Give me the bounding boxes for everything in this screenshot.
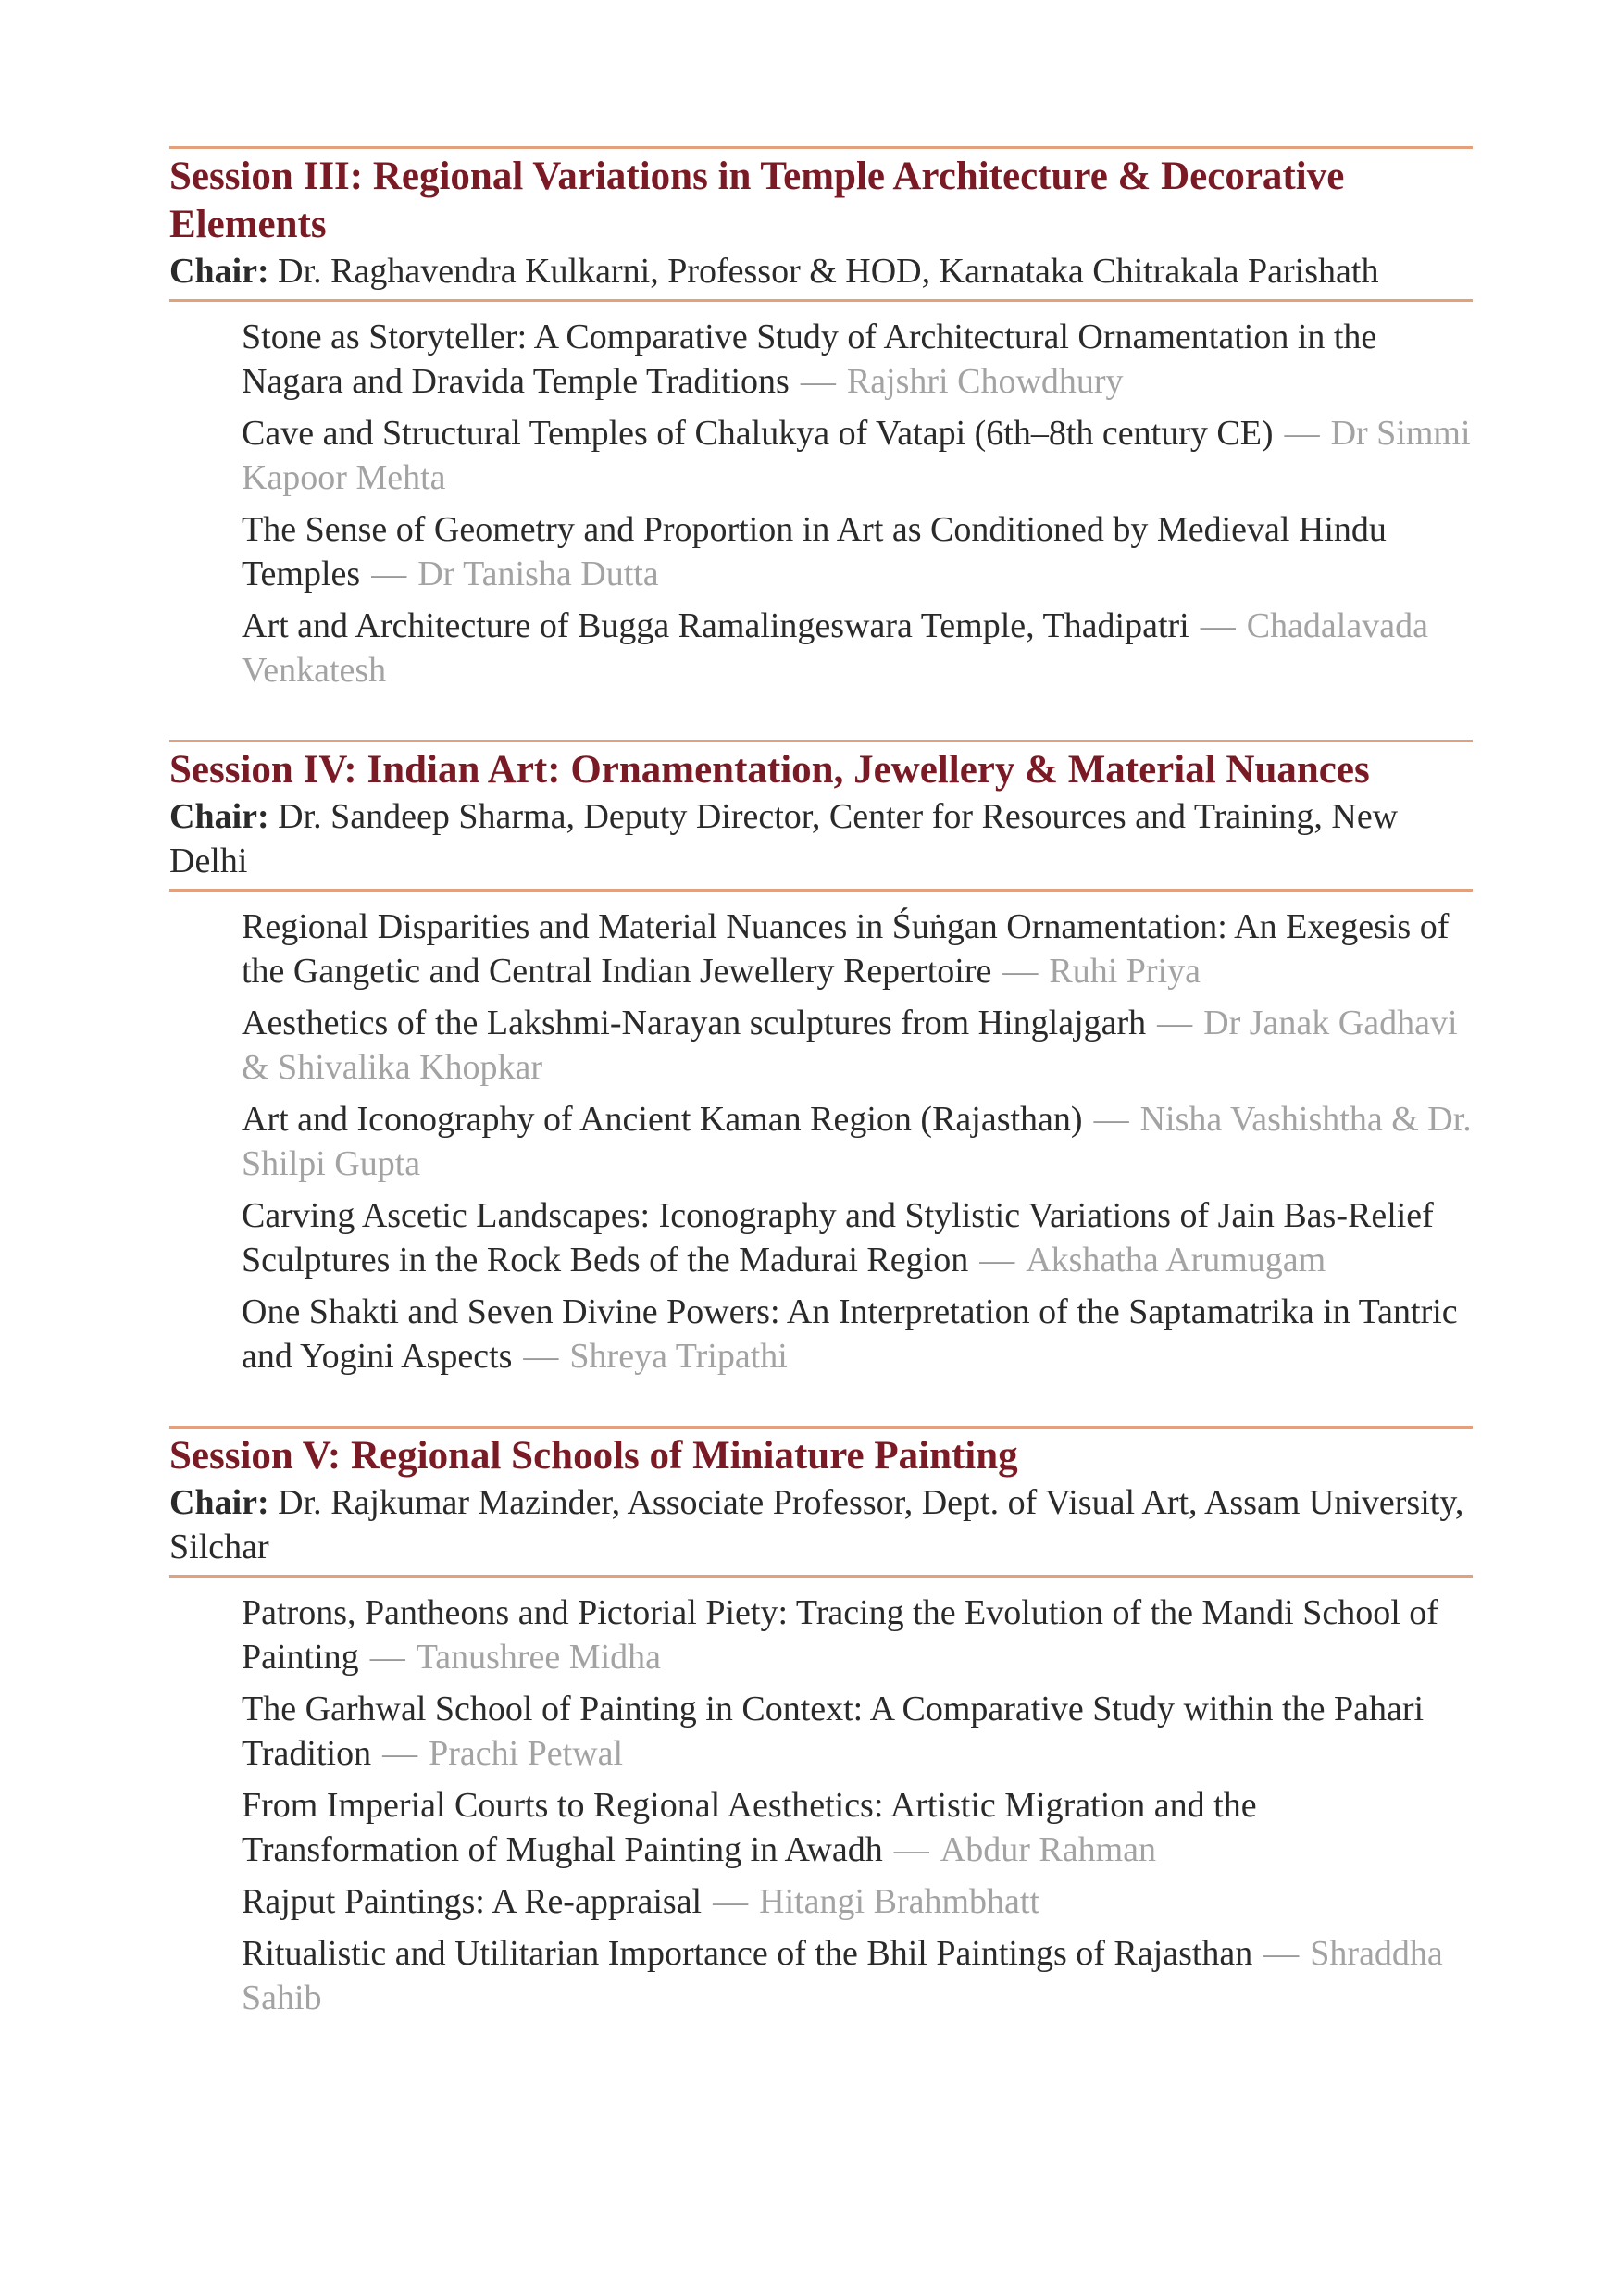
em-dash-separator: — <box>382 1734 418 1773</box>
paper-title: Art and Architecture of Bugga Ramalingeswara Temple, Thadipatri <box>242 606 1189 645</box>
paper-author: Ruhi Priya <box>1049 952 1201 991</box>
chair-label: Chair: <box>169 252 269 291</box>
paper-entry <box>242 1783 1473 1872</box>
em-dash-separator: — <box>893 1830 929 1869</box>
paper-author: Akshatha Arumugam <box>1026 1241 1326 1279</box>
paper-title: One Shakti and Seven Divine Powers: An Interpretation of the Saptamatrika in Tantric and Yogini Aspects <box>242 1292 1458 1376</box>
session-header <box>169 146 1473 302</box>
paper-author: Abdur Rahman <box>940 1830 1157 1869</box>
paper-author: Rajshri Chowdhury <box>846 362 1124 401</box>
chair-label: Chair: <box>169 1483 269 1522</box>
chair-name: Dr. Rajkumar Mazinder, Associate Professor, Dept. of Visual Art, Assam University, Silchar <box>169 1483 1464 1566</box>
paper-entry <box>242 1290 1473 1379</box>
session-iii <box>169 146 1473 693</box>
paper-entry <box>242 1193 1473 1282</box>
paper-author: Nisha Vashishtha & Dr. Shilpi Gupta <box>242 1100 1472 1183</box>
paper-author: Shreya Tripathi <box>569 1337 788 1376</box>
em-dash-separator: — <box>371 555 407 593</box>
session-chair <box>169 1480 1473 1569</box>
paper-author: Prachi Petwal <box>429 1734 624 1773</box>
paper-entry <box>242 1097 1473 1186</box>
em-dash-separator: — <box>979 1241 1015 1279</box>
paper-author: Dr Janak Gadhavi & Shivalika Khopkar <box>242 1004 1458 1087</box>
paper-list <box>169 1591 1473 2020</box>
paper-entry <box>242 1879 1473 1924</box>
paper-title: Regional Disparities and Material Nuances in Śuṅgan Ornamentation: An Exegesis of the Gangetic and Central Indian Jewellery Repertoire <box>242 907 1450 991</box>
session-title: Session IV: Indian Art: Ornamentation, Jewellery & Material Nuances <box>169 748 1370 792</box>
paper-title: Ritualistic and Utilitarian Importance of the Bhil Paintings of Rajasthan <box>242 1934 1253 1973</box>
session-header <box>169 740 1473 892</box>
session-title: Session V: Regional Schools of Miniature Painting <box>169 1434 1018 1478</box>
session-v <box>169 1426 1473 2020</box>
em-dash-separator: — <box>1002 952 1039 991</box>
paper-author: Shraddha Sahib <box>242 1934 1443 2017</box>
paper-entry <box>242 1687 1473 1776</box>
em-dash-separator: — <box>800 362 836 401</box>
paper-entry <box>242 905 1473 993</box>
paper-author: Chadalavada Venkatesh <box>242 606 1428 690</box>
paper-list <box>169 315 1473 693</box>
paper-title: Cave and Structural Temples of Chalukya of Vatapi (6th–8th century CE) <box>242 414 1274 453</box>
paper-entry <box>242 604 1473 693</box>
em-dash-separator: — <box>369 1638 405 1677</box>
paper-title: Carving Ascetic Landscapes: Iconography and Stylistic Variations of Jain Bas-Relief Sculptures in the Rock Beds of the Madurai Region <box>242 1196 1434 1279</box>
paper-title: Patrons, Pantheons and Pictorial Piety: Tracing the Evolution of the Mandi School of Painting <box>242 1593 1438 1677</box>
chair-name: Dr. Sandeep Sharma, Deputy Director, Center for Resources and Training, New Delhi <box>169 797 1399 880</box>
paper-entry <box>242 411 1473 500</box>
paper-title: Art and Iconography of Ancient Kaman Region (Rajasthan) <box>242 1100 1083 1139</box>
em-dash-separator: — <box>1157 1004 1193 1042</box>
chair-name: Dr. Raghavendra Kulkarni, Professor & HOD, Karnataka Chitrakala Parishath <box>278 252 1379 291</box>
paper-entry <box>242 1001 1473 1090</box>
paper-title: Rajput Paintings: A Re-appraisal <box>242 1882 703 1921</box>
paper-entry <box>242 315 1473 404</box>
em-dash-separator: — <box>1284 414 1320 453</box>
paper-entry <box>242 1931 1473 2020</box>
session-iv <box>169 740 1473 1379</box>
paper-author: Dr Simmi Kapoor Mehta <box>242 414 1471 497</box>
paper-entry <box>242 507 1473 596</box>
em-dash-separator: — <box>523 1337 559 1376</box>
paper-author: Dr Tanisha Dutta <box>417 555 659 593</box>
paper-title: The Garhwal School of Painting in Context: A Comparative Study within the Pahari Tradition <box>242 1690 1425 1773</box>
paper-author: Tanushree Midha <box>416 1638 661 1677</box>
paper-title: Aesthetics of the Lakshmi-Narayan sculptures from Hinglajgarh <box>242 1004 1147 1042</box>
paper-title: The Sense of Geometry and Proportion in Art as Conditioned by Medieval Hindu Temples <box>242 510 1387 593</box>
paper-title: From Imperial Courts to Regional Aesthetics: Artistic Migration and the Transformation of Mughal Painting in Awadh <box>242 1786 1257 1869</box>
paper-entry <box>242 1591 1473 1679</box>
session-chair <box>169 794 1473 883</box>
em-dash-separator: — <box>1200 606 1236 645</box>
paper-author: Hitangi Brahmbhatt <box>759 1882 1040 1921</box>
chair-label: Chair: <box>169 797 269 836</box>
paper-list <box>169 905 1473 1379</box>
em-dash-separator: — <box>1263 1934 1300 1973</box>
session-header <box>169 1426 1473 1578</box>
session-title: Session III: Regional Variations in Temple Architecture & Decorative Elements <box>169 155 1345 246</box>
em-dash-separator: — <box>713 1882 749 1921</box>
em-dash-separator: — <box>1093 1100 1129 1139</box>
paper-title: Stone as Storyteller: A Comparative Study of Architectural Ornamentation in the Nagara and Dravida Temple Traditions <box>242 318 1377 401</box>
session-chair <box>169 249 1473 293</box>
